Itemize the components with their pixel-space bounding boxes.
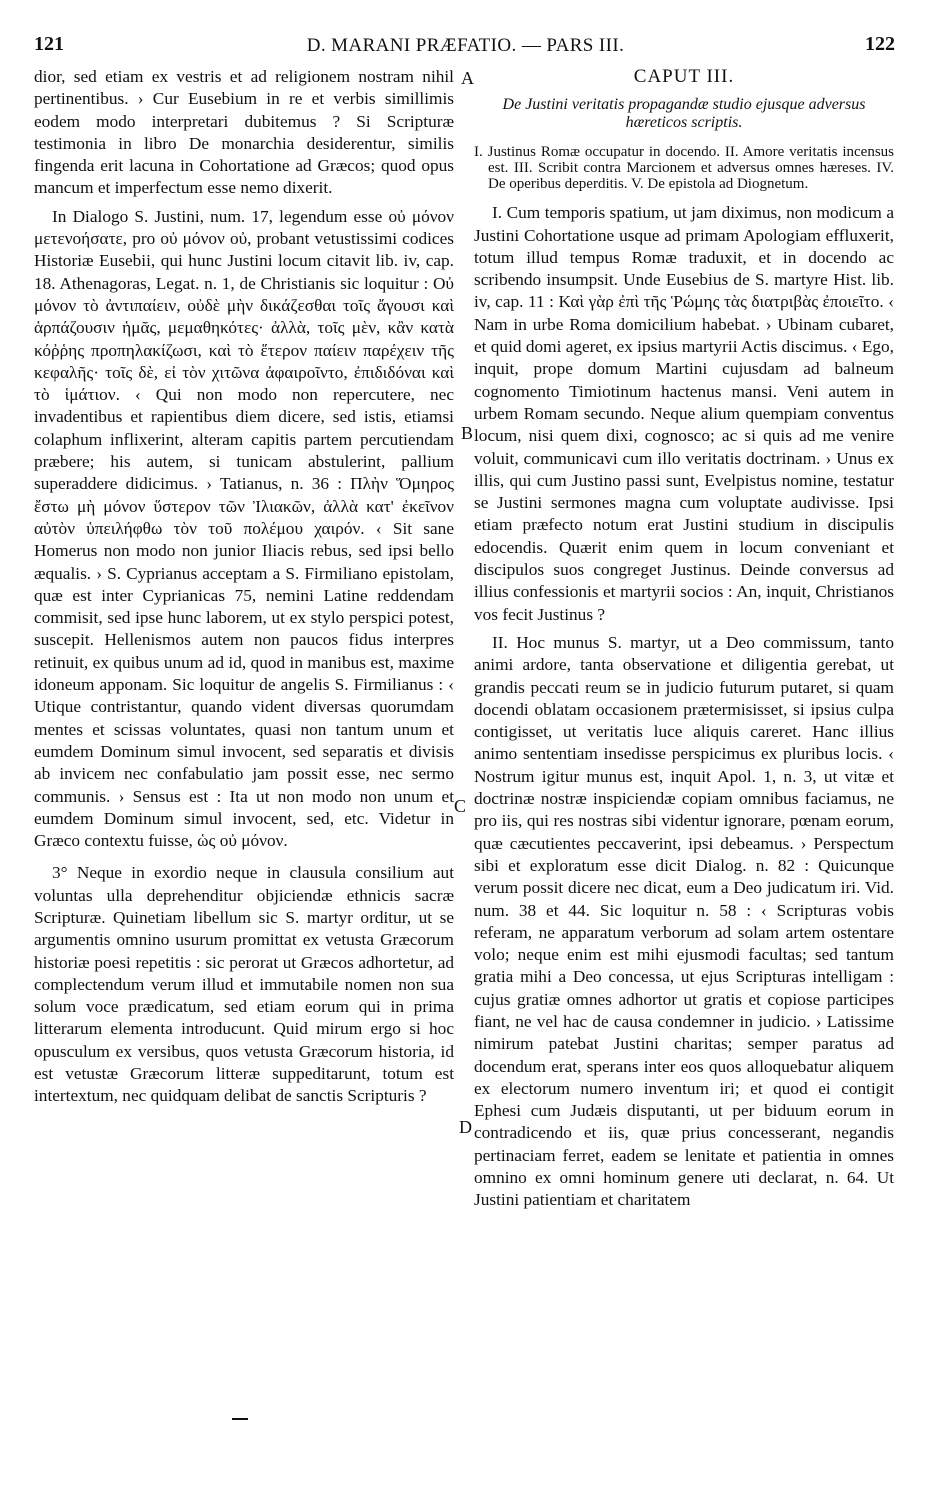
chapter-subtitle: De Justini veritatis propagandæ studio ejusque adversus hæreticos scriptis.	[502, 96, 866, 132]
end-dash	[232, 1418, 248, 1420]
margin-letter-b: B	[461, 423, 474, 443]
page-number-right: 122	[865, 33, 895, 55]
chapter-summary: I. Justinus Romæ occupatur in docendo. II. Amore veritatis incensus est. III. Scribit contra Marcionem et adversus omnes hæreses. IV. De operibus deperditis. V. De epistola ad Diognetum.	[474, 144, 894, 193]
chapter-title: CAPUT III.	[633, 66, 735, 87]
left-column	[34, 66, 454, 1108]
running-title: D. MARANI PRÆFATIO. — PARS III.	[306, 35, 625, 56]
right-column	[474, 66, 894, 1212]
left-paragraph-continuation: dior, sed etiam ex vestris et ad religionem nostram nihil pertinentibus. › Cur Eusebium in re et verbis simillimis eodem modo interpretari dubitemus ? Si Scripturæ testimonia in libro De monarchia desiderentur, similis fingenda erit lacuna in Cohortatione ad Græcos; quod opus mancum et imperfectum esse nemo dixerit.	[34, 67, 454, 198]
margin-letter-c: C	[454, 796, 467, 816]
left-paragraph-dialogo: In Dialogo S. Justini, num. 17, legendum esse οὐ μόνον μετενοήσατε, pro οὐ μόνον οὐ, probant vetustissimi codices Historiæ Eusebii, qui hunc Justini locum citavit lib. iv, cap. 18. Athenagoras, Legat. n. 1, de Christianis sic loquitur : Οὐ μόνον τὸ ἀντιπαίειν, οὐδὲ μὴν δικάζεσθαι τοῖς ἄγουσι καὶ ἁρπάζουσιν ἡμᾶς, μεμαθηκότες· ἀλλὰ, τοῖς μὲν, κἂν κατὰ κόῤῥης προπηλακίζωσι, καὶ τὸ ἕτερον παίειν παρέχειν τῆς κεφαλῆς· τοῖς δὲ, εἰ τὸν χιτῶνα ἀφαιροῖντο, ἐπιδιδόναι καὶ τὸ ἱμάτιον. ‹ Qui non modo non repercutere, nec invadentibus et rapientibus diem dicere, sed istis, etiamsi colaphum inflixerint, alteram capitis partem percutiendam præbere; his autem, si tunicam abstulerint, pallium superaddere didicimus. › Tatianus, n. 36 : Πλὴν Ὅμηρος ἔστω μὴ μόνον ὕστερον τῶν Ἰλιακῶν, ἀλλὰ κατ' ἐκεῖνον αὐτὸν ὑπειλήφθω τὸν τοῦ πολέμου χαιρόν. ‹ Sit sane Homerus non modo non junior Iliacis rebus, sed ipsi bello æqualis. › S. Cyprianus acceptam a S. Firmiliano epistolam, quæ est inter Cyprianicas 75, nemini Latine reddendam commisit, sed ipse hunc laborem, ut ex stylo perspici potest, suscepit. Hellenismos autem non paucos fidus interpres retinuit, ex quibus unum ad id, quod in manibus est, maxime idoneum apponam. Sic loquitur de angelis S. Firmilianus : ‹ Utique contristantur, quando vident diversas quorumdam mentes et scissas voluntates, quasi non tantum unum et eumdem Dominum simul invocent, sed separatis et divisis ab invicem nec confabulatio jam possit esse, nec sermo communis. › Sensus est : Ita ut non modo non unum et eumdem Dominum simul invocent, sed, etc. Videtur in Græco contextu fuisse, ὡς οὐ μόνον.	[34, 206, 454, 851]
page-number-left: 121	[34, 33, 64, 55]
left-paragraph-exordio: 3° Neque in exordio neque in clausula consilium aut voluntas ulla deprehenditur objiciendæ ethnicis sacræ Scripturæ. Quinetiam libellum sic S. martyr orditur, ut se argumentis omnino usurum promittat ex vetusta Græcorum historiæ poesi repetitis : sic perorat ut Græcos adhortetur, ad complectendum verum illud et immutabile nomen non sua solum voce prædicatum, sed etiam eorum qui in prima litterarum elementa introducunt. Quid mirum ergo si hoc opusculum ex versibus, quos vetusta Græcorum historia, id est vetustæ Græcorum litteræ suppeditarunt, totum est intertextum, nec quidquam delibat de sanctis Scripturis ?	[34, 863, 454, 1106]
margin-letter-d: D	[459, 1117, 472, 1137]
page-header	[0, 33, 931, 57]
right-paragraph-2: II. Hoc munus S. martyr, ut a Deo commissum, tanto animi ardore, tanta observatione et diligentia gerebat, ut grandis peccati reum se in judicio futurum putaret, si quam docendi oblatam occasionem prætermisisset, si ipsius culpa contigisset, ut veritatis luce aliquis careret. Hanc illius animo sententiam insedisse perspicimus ex pluribus locis. ‹ Nostrum igitur munus est, inquit Apol. 1, n. 3, ut vitæ et doctrinæ nostræ inspiciendæ copiam omnibus faciamus, ne pro iis, qui res nostras sibi videntur ignorare, pœnam eorum, quæ cæcutientes peccaverint, ipsi debeamus. › Perspectum sibi et exploratum esse dicit Dialog. n. 82 : Quicunque verum possit dicere nec dicat, eum a Deo judicatum iri. Vid. num. 38 et 44. Sic loquitur n. 58 : ‹ Scripturas vobis referam, ne apparatum verborum ad solam artem ostentare volo; neque enim est mihi ejusmodi facultas; sed tantum gratia mihi a Deo concessa, ut ejus Scripturas intelligam : cujus gratiæ omnes adhortor ut gratis et copiose participes fiant, ne vel hac de causa condemner in judicio. › Latissime nimirum patebat Justini charitas; semper paratus ad docendum erat, sperans inter eos quos alloquebatur aliquem ex electorum numero inventum iri; et quod ei contigit Ephesi cum Judæis disputanti, ut per biduum eorum in contradicendo et iis, quæ prius concesserant, negandis pertinaciam ferret, eadem se lenitate et patientia in omnes omnino ex omni hominum genere uti declarat, n. 64. Ut Justini patientiam et charitatem	[474, 632, 894, 1210]
margin-letter-a: A	[461, 68, 474, 88]
right-paragraph-1: I. Cum temporis spatium, ut jam diximus, non modicum a Justini Cohortatione usque ad primam Apologiam effluxerit, totum illud tempus Romæ traduxit, et in docendo ac scribendo insumpsit. Unde Eusebius de S. martyre Hist. lib. iv, cap. 11 : Καὶ γὰρ ἐπὶ τῆς Ῥώμης τὰς διατριβὰς ἐποιεῖτο. ‹ Nam in urbe Roma domicilium habebat. › Ubinam cubaret, et quid domi ageret, ex ipsius martyrii Actis discimus. ‹ Ego, inquit, prope domum Martini cujusdam ad balneum cognomento Timiotinum hactenus mansi. Veni autem in urbem Romam secundo. Neque alium quempiam conventus locum, nisi quem dixi, cognosco; ac si quis ad me venire voluit, communicavi cum illo veritatis doctrinam. › Unus ex illis, qui cum Justino passi sunt, Evelpistus nomine, testatur se Justini sermones magna cum voluptate audivisse. Ipsi etiam præfecto notum erat Justini studium in discipulis edocendis. Quærit enim quem in locum conveniant et discipulos suos congreget Justinus. Deinde conversus ad illius confessionis et martyrii socios : An, inquit, Christianos vos fecit Justinus ?	[474, 203, 894, 624]
